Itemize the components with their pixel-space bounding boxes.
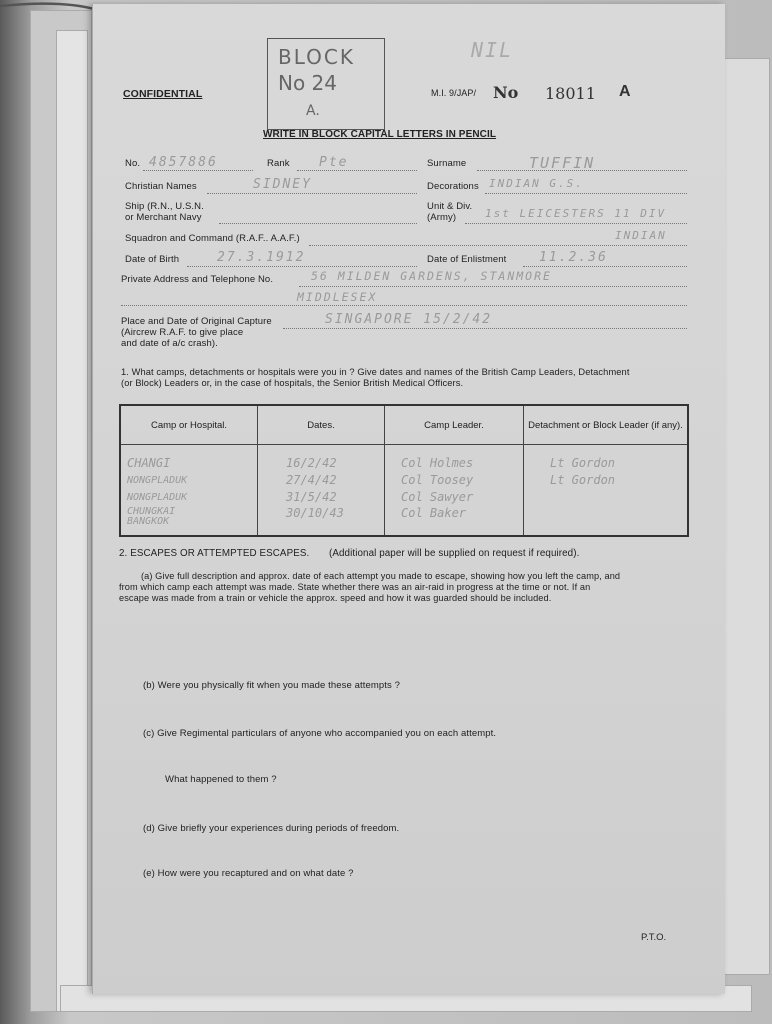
detachment-entry: Lt Gordon — [550, 456, 616, 470]
dotted-line — [309, 245, 687, 246]
address-value-1: 56 MILDEN GARDENS, STANMORE — [311, 269, 552, 283]
dotted-line — [485, 193, 687, 194]
dotted-line — [465, 223, 687, 224]
detachment-entry: Lt Gordon — [550, 473, 616, 487]
ship-label-2: or Merchant Navy — [125, 212, 202, 223]
surname-value: TUFFIN — [529, 154, 596, 172]
dotted-line — [299, 286, 687, 287]
camp-entry: BANGKOK — [127, 516, 170, 526]
no-label: No. — [125, 158, 141, 169]
capture-label-1: Place and Date of Original Capture — [121, 316, 272, 327]
instruction: WRITE IN BLOCK CAPITAL LETTERS IN PENCIL — [263, 129, 497, 140]
col-camp-header: Camp or Hospital. — [120, 405, 258, 445]
camp-entry: NONGPLADUK — [127, 492, 188, 503]
col-dates-header: Dates. — [258, 405, 385, 445]
top-scrawl: NIL — [471, 38, 514, 62]
table-header-row — [120, 405, 688, 445]
question-a-line1: (a) Give full description and approx. date of each attempt you made to escape, showing how you left the camp, and — [141, 571, 621, 581]
unit-value-2: INDIAN — [615, 229, 667, 242]
number-label: No — [493, 83, 519, 102]
pto-label: P.T.O. — [641, 932, 667, 943]
leader-entry: Col Baker — [401, 506, 467, 520]
questionnaire-page — [92, 4, 725, 994]
question-b: (b) Were you physically fit when you made these attempts ? — [143, 680, 400, 691]
dotted-line — [297, 170, 417, 171]
unit-label-2: (Army) — [427, 212, 457, 223]
dotted-line — [207, 193, 417, 194]
camp-entry: CHUNGKAI — [127, 506, 176, 517]
question-c: (c) Give Regimental particulars of anyone who accompanied you on each attempt. — [143, 728, 497, 739]
leader-entry: Col Sawyer — [401, 490, 474, 504]
unit-label-1: Unit & Div. — [427, 201, 473, 212]
dotted-line — [219, 223, 417, 224]
camps-table — [119, 404, 689, 537]
section2-title: 2. ESCAPES OR ATTEMPTED ESCAPES. — [119, 548, 310, 559]
section1-question-line1: 1. What camps, detachments or hospitals were you in ? Give dates and names of the British Camp Leaders, Detachment — [121, 367, 630, 377]
capture-label-2: (Aircrew R.A.F. to give place — [121, 327, 244, 338]
ship-label-1: Ship (R.N., U.S.N. — [125, 201, 204, 212]
col-detachment-header: Detachment or Block Leader (if any). — [524, 405, 689, 445]
dob-value: 27.3.1912 — [217, 250, 306, 265]
ref-label: M.I. 9/JAP/ — [431, 88, 477, 98]
form-suffix: A — [619, 83, 631, 100]
col-leader-header: Camp Leader. — [385, 405, 524, 445]
christian-names-value: SIDNEY — [253, 177, 312, 192]
date-entry: 31/5/42 — [286, 490, 337, 504]
question-a-line2: from which camp each attempt was made. State whether there was an air-raid in progress at the time or not. If an — [119, 582, 591, 592]
camp-cell — [120, 445, 258, 537]
no-value: 4857886 — [149, 155, 218, 170]
leader-entry: Col Holmes — [401, 456, 474, 470]
block-stamp — [267, 38, 385, 130]
squadron-label: Squadron and Command (R.A.F.. A.A.F.) — [125, 233, 300, 244]
unit-value-1: 1st LEICESTERS 11 DIV — [485, 207, 667, 220]
date-entry: 27/4/42 — [286, 473, 337, 487]
christian-names-label: Christian Names — [125, 181, 197, 192]
question-a-line3: escape was made from a train or vehicle the approx. speed and how it was guarded should be included. — [119, 593, 552, 603]
stamp-line-1: BLOCK — [278, 45, 355, 69]
stamp-line-2: No 24 — [278, 71, 338, 95]
address-label: Private Address and Telephone No. — [121, 274, 274, 285]
address-value-2: MIDDLESEX — [297, 290, 378, 304]
form-number: 18011 — [545, 84, 596, 103]
confidential-label: CONFIDENTIAL — [123, 88, 203, 100]
enlistment-value: 11.2.36 — [539, 250, 608, 265]
rank-label: Rank — [267, 158, 290, 169]
decorations-label: Decorations — [427, 181, 479, 192]
dob-label: Date of Birth — [125, 254, 180, 265]
dates-cell — [258, 445, 385, 537]
dotted-line — [121, 305, 687, 306]
back-sheet — [56, 30, 88, 1012]
question-e: (e) How were you recaptured and on what date ? — [143, 868, 354, 879]
camp-entry: NONGPLADUK — [127, 475, 188, 486]
dotted-line — [187, 266, 417, 267]
date-entry: 16/2/42 — [286, 456, 337, 470]
capture-value: SINGAPORE 15/2/42 — [325, 312, 493, 327]
table-row — [120, 445, 688, 537]
dotted-line — [523, 266, 687, 267]
detachment-cell — [524, 445, 689, 537]
dotted-line — [143, 170, 253, 171]
leader-entry: Col Toosey — [401, 473, 474, 487]
enlistment-label: Date of Enlistment — [427, 254, 507, 265]
date-entry: 30/10/43 — [286, 506, 344, 520]
surname-label: Surname — [427, 158, 467, 169]
section1-question-line2: (or Block) Leaders or, in the case of hospitals, the Senior British Medical Officers. — [121, 378, 464, 388]
rank-value: Pte — [319, 155, 349, 170]
decorations-value: INDIAN G.S. — [489, 177, 584, 190]
dotted-line — [283, 328, 687, 329]
question-c2: What happened to them ? — [165, 774, 277, 785]
leader-cell — [385, 445, 524, 537]
question-d: (d) Give briefly your experiences during periods of freedom. — [143, 823, 400, 834]
section2-note: (Additional paper will be supplied on request if required). — [329, 548, 580, 559]
camp-entry: CHANGI — [127, 456, 171, 470]
stamp-line-3: A. — [306, 103, 320, 119]
capture-label-3: and date of a/c crash). — [121, 338, 218, 349]
